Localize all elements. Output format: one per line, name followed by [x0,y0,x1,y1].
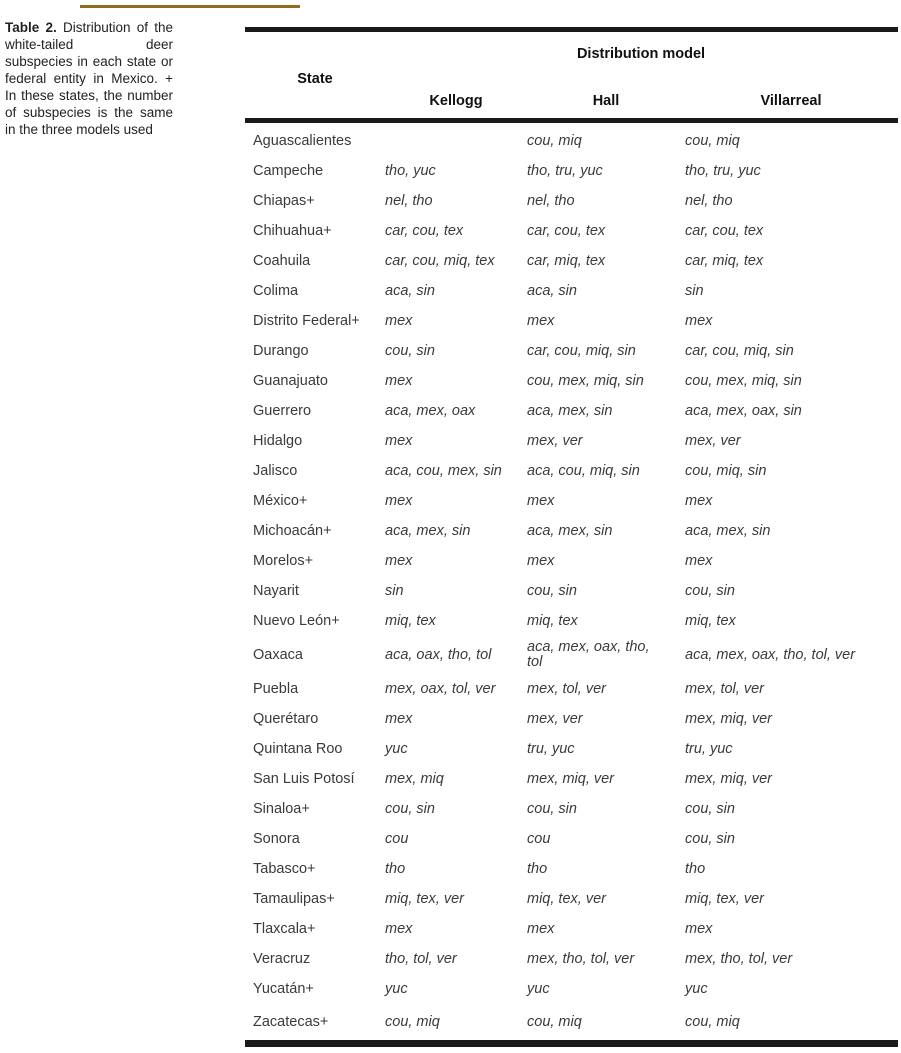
kellogg-cell: miq, tex [385,612,436,629]
table-bottom-rule [245,1040,898,1047]
villarreal-cell: tho, tru, yuc [685,162,761,179]
hall-cell: cou, sin [527,800,577,817]
table-row [245,126,898,156]
state-cell: Quintana Roo [253,740,343,757]
kellogg-cell: mex [385,312,413,329]
kellogg-cell: aca, sin [385,282,435,299]
table-row [245,186,898,216]
villarreal-cell: car, cou, miq, sin [685,342,794,359]
table-row [245,156,898,186]
state-cell: Guerrero [253,402,312,419]
villarreal-cell: yuc [685,980,708,997]
kellogg-cell: aca, mex, sin [385,522,471,539]
hall-cell: tho [527,860,548,877]
kellogg-cell: tho, yuc [385,162,436,179]
table-row [245,606,898,636]
hall-cell: aca, mex, oax, tho, tol [527,639,650,670]
table-row [245,336,898,366]
kellogg-cell: aca, mex, oax [385,402,476,419]
table-row [245,636,898,674]
table-row [245,794,898,824]
table-row [245,426,898,456]
state-cell: Nayarit [253,582,299,599]
kellogg-cell: mex [385,492,413,509]
caption-text: Distribution of the white-tailed deer subspecies in each state or federal entity in Mexico. + In these states, the number of subspecies is the same in the three models used [5,20,173,137]
hall-cell: cou, mex, miq, sin [527,372,644,389]
table-row [245,396,898,426]
hall-cell: mex [527,492,555,509]
state-cell: Hidalgo [253,432,303,449]
kellogg-cell: mex, miq [385,770,444,787]
hall-cell: mex [527,552,555,569]
villarreal-cell: cou, miq [685,1013,740,1030]
table-row [245,884,898,914]
kellogg-cell: cou [385,830,409,847]
villarreal-cell: mex [685,492,713,509]
kellogg-cell: cou, sin [385,800,435,817]
kellogg-cell: sin [385,582,404,599]
state-cell: Aguascalientes [253,132,352,149]
table-row [245,486,898,516]
caption-label: Table 2. [5,20,57,35]
hall-cell: cou [527,830,551,847]
hall-cell: nel, tho [527,192,575,209]
state-cell: Coahuila [253,252,311,269]
table-row [245,576,898,606]
state-cell: Jalisco [253,462,298,479]
kellogg-cell: mex [385,432,413,449]
kellogg-cell: mex [385,372,413,389]
villarreal-cell: nel, tho [685,192,733,209]
kellogg-cell: car, cou, miq, tex [385,252,495,269]
hall-cell: mex [527,920,555,937]
table-row [245,516,898,546]
hall-cell: aca, mex, sin [527,402,613,419]
villarreal-cell: cou, sin [685,582,735,599]
hall-cell: car, cou, miq, sin [527,342,636,359]
villarreal-cell: mex [685,552,713,569]
state-cell: San Luis Potosí [253,770,355,787]
state-cell: México+ [253,492,308,509]
state-cell: Nuevo León+ [253,612,340,629]
state-column-header: State [297,71,333,87]
kellogg-cell: mex [385,920,413,937]
kellogg-cell: cou, sin [385,342,435,359]
table-row [245,914,898,944]
hall-cell: cou, sin [527,582,577,599]
kellogg-column-header: Kellogg [429,93,483,109]
table-row [245,366,898,396]
table-body [245,123,898,1040]
kellogg-cell: yuc [385,980,408,997]
kellogg-cell: mex [385,710,413,727]
villarreal-cell: cou, sin [685,830,735,847]
villarreal-cell: cou, sin [685,800,735,817]
villarreal-cell: mex, tho, tol, ver [685,950,793,967]
hall-cell: miq, tex, ver [527,890,606,907]
hall-cell: aca, mex, sin [527,522,613,539]
kellogg-cell: cou, miq [385,1013,440,1030]
state-cell: Morelos+ [253,552,314,569]
table-row [245,456,898,486]
hall-cell: aca, cou, miq, sin [527,462,640,479]
hall-cell: tho, tru, yuc [527,162,603,179]
caption-accent-rule [80,5,300,8]
state-cell: Campeche [253,162,324,179]
state-cell: Guanajuato [253,372,328,389]
table-row [245,674,898,704]
villarreal-cell: mex, ver [685,432,741,449]
hall-cell: car, cou, tex [527,222,606,239]
state-cell: Sinaloa+ [253,800,310,817]
villarreal-cell: mex, miq, ver [685,710,773,727]
hall-cell: miq, tex [527,612,578,629]
table-row [245,276,898,306]
state-cell: Sonora [253,830,300,847]
distribution-table [245,27,898,1047]
state-cell: Colima [253,282,299,299]
villarreal-cell: aca, mex, oax, tho, tol, ver [685,646,856,663]
villarreal-cell: mex, miq, ver [685,770,773,787]
table-row [245,546,898,576]
table-row [245,944,898,974]
table-row [245,216,898,246]
state-cell: Oaxaca [253,646,303,663]
table-row [245,734,898,764]
state-cell: Tabasco+ [253,860,316,877]
hall-cell: aca, sin [527,282,577,299]
state-cell: Puebla [253,680,299,697]
hall-cell: mex, ver [527,432,583,449]
table-caption [5,19,173,138]
kellogg-cell: aca, oax, tho, tol [385,646,492,663]
hall-cell: cou, miq [527,132,582,149]
state-cell: Zacatecas+ [253,1013,329,1030]
table-row [245,824,898,854]
table-row [245,704,898,734]
table-row [245,306,898,336]
villarreal-cell: tru, yuc [685,740,733,757]
hall-cell: tru, yuc [527,740,575,757]
villarreal-cell: miq, tex [685,612,736,629]
villarreal-column-header: Villarreal [760,93,822,109]
hall-cell: cou, miq [527,1013,582,1030]
state-cell: Michoacán+ [253,522,332,539]
kellogg-cell: nel, tho [385,192,433,209]
hall-cell: mex, tol, ver [527,680,606,697]
state-cell: Chiapas+ [253,192,315,209]
kellogg-cell: aca, cou, mex, sin [385,462,502,479]
villarreal-cell: mex [685,312,713,329]
villarreal-cell: aca, mex, sin [685,522,771,539]
model-column-headers [385,94,897,109]
kellogg-cell: miq, tex, ver [385,890,464,907]
column-group-header: Distribution model [576,46,706,62]
table-row [245,1004,898,1040]
state-cell: Yucatán+ [253,980,314,997]
villarreal-cell: sin [685,282,704,299]
state-cell: Chihuahua+ [253,222,332,239]
villarreal-cell: miq, tex, ver [685,890,764,907]
table-header [245,32,898,118]
state-cell: Querétaro [253,710,319,727]
villarreal-cell: mex [685,920,713,937]
kellogg-cell: yuc [385,740,408,757]
villarreal-cell: tho [685,860,706,877]
villarreal-cell: car, cou, tex [685,222,764,239]
kellogg-cell: mex, oax, tol, ver [385,680,496,697]
hall-cell: yuc [527,980,550,997]
table-row [245,854,898,884]
villarreal-cell: cou, miq, sin [685,462,767,479]
hall-column-header: Hall [592,93,620,109]
table-row [245,974,898,1004]
state-cell: Veracruz [253,950,311,967]
table-row [245,246,898,276]
hall-cell: mex, miq, ver [527,770,615,787]
table-row [245,764,898,794]
kellogg-cell: car, cou, tex [385,222,464,239]
villarreal-cell: cou, miq [685,132,740,149]
hall-cell: mex, ver [527,710,583,727]
kellogg-cell: mex [385,552,413,569]
villarreal-cell: car, miq, tex [685,252,764,269]
state-cell: Distrito Federal+ [253,312,360,329]
state-cell: Durango [253,342,309,359]
villarreal-cell: mex, tol, ver [685,680,764,697]
state-cell: Tamaulipas+ [253,890,335,907]
hall-cell: mex, tho, tol, ver [527,950,635,967]
state-cell: Tlaxcala+ [253,920,316,937]
kellogg-cell: tho, tol, ver [385,950,457,967]
hall-cell: car, miq, tex [527,252,606,269]
kellogg-cell: tho [385,860,406,877]
villarreal-cell: aca, mex, oax, sin [685,402,802,419]
villarreal-cell: cou, mex, miq, sin [685,372,802,389]
hall-cell: mex [527,312,555,329]
